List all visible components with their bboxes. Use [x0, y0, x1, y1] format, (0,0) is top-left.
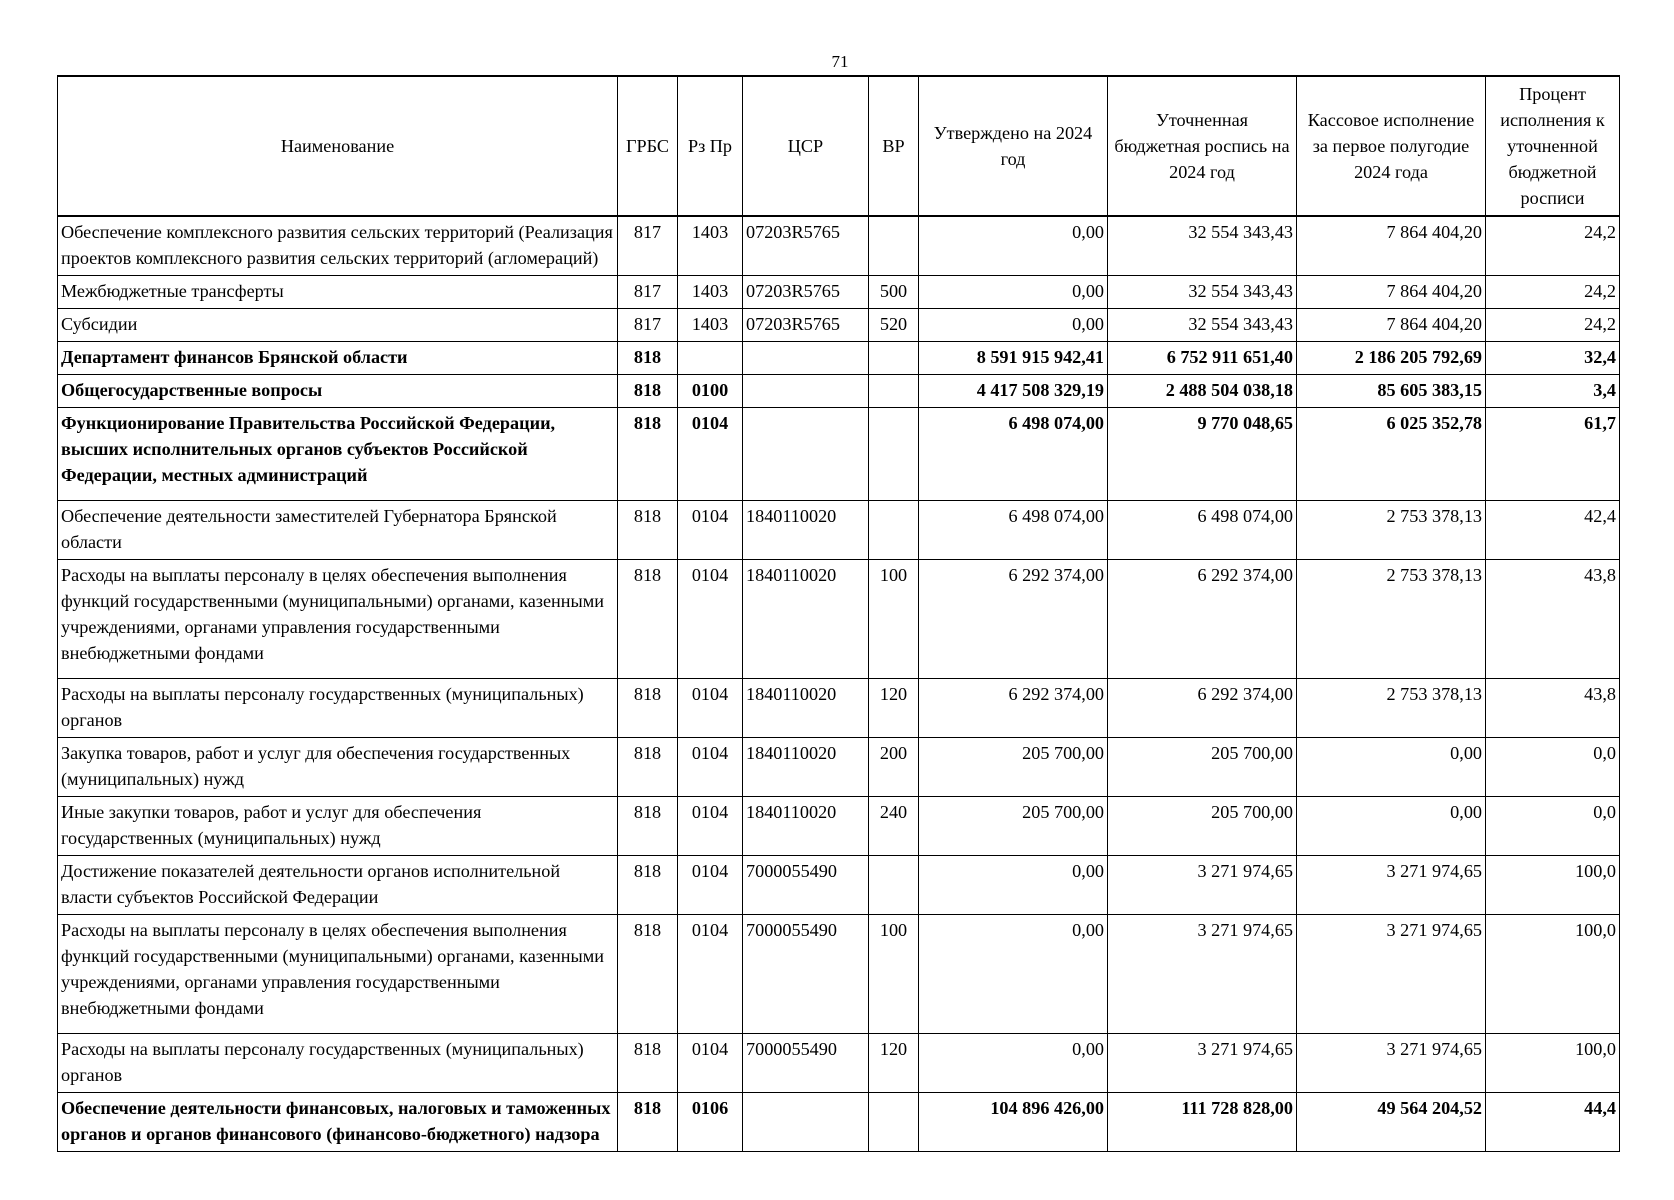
table-row — [58, 408, 1620, 501]
row-grbs: 818 — [618, 738, 678, 797]
row-csr: 07203R5765 — [743, 216, 869, 276]
row-vr — [869, 216, 919, 276]
row-csr: 07203R5765 — [743, 276, 869, 309]
row-csr: 7000055490 — [743, 1034, 869, 1093]
row-approved: 104 896 426,00 — [919, 1093, 1108, 1152]
row-vr: 520 — [869, 309, 919, 342]
row-name: Обеспечение деятельности заместителей Губернатора Брянской области — [58, 501, 618, 560]
row-percent: 100,0 — [1486, 1034, 1620, 1093]
row-grbs: 818 — [618, 856, 678, 915]
row-name: Департамент финансов Брянской области — [58, 342, 618, 375]
header-percent: Процент исполнения к уточненной бюджетной росписи — [1486, 76, 1620, 216]
row-refined: 32 554 343,43 — [1108, 216, 1297, 276]
row-grbs: 818 — [618, 375, 678, 408]
row-rzpr: 0104 — [678, 856, 743, 915]
row-vr — [869, 408, 919, 501]
table-row — [58, 738, 1620, 797]
row-refined: 205 700,00 — [1108, 797, 1297, 856]
row-rzpr: 0106 — [678, 1093, 743, 1152]
row-name: Расходы на выплаты персоналу государственных (муниципальных) органов — [58, 679, 618, 738]
row-rzpr — [678, 342, 743, 375]
row-name: Общегосударственные вопросы — [58, 375, 618, 408]
table-row — [58, 309, 1620, 342]
row-name: Закупка товаров, работ и услуг для обеспечения государственных (муниципальных) нужд — [58, 738, 618, 797]
row-refined: 9 770 048,65 — [1108, 408, 1297, 501]
row-refined: 2 488 504 038,18 — [1108, 375, 1297, 408]
row-csr: 1840110020 — [743, 560, 869, 679]
row-rzpr: 0104 — [678, 1034, 743, 1093]
row-rzpr: 0104 — [678, 560, 743, 679]
row-cash: 2 753 378,13 — [1297, 679, 1486, 738]
row-approved: 0,00 — [919, 309, 1108, 342]
row-refined: 3 271 974,65 — [1108, 915, 1297, 1034]
row-percent: 24,2 — [1486, 276, 1620, 309]
row-percent: 0,0 — [1486, 738, 1620, 797]
row-rzpr: 0104 — [678, 679, 743, 738]
header-approved: Утверждено на 2024 год — [919, 76, 1108, 216]
row-grbs: 818 — [618, 679, 678, 738]
row-csr: 7000055490 — [743, 856, 869, 915]
row-approved: 0,00 — [919, 276, 1108, 309]
row-vr — [869, 342, 919, 375]
table-row — [58, 216, 1620, 276]
row-cash: 6 025 352,78 — [1297, 408, 1486, 501]
row-rzpr: 0100 — [678, 375, 743, 408]
table-row — [58, 1034, 1620, 1093]
row-percent: 32,4 — [1486, 342, 1620, 375]
header-vr: ВР — [869, 76, 919, 216]
row-name: Расходы на выплаты персоналу в целях обеспечения выполнения функций государственными (муниципальными) органами, казенными учреждениями, органами управления государственными внебюджетными фондами — [58, 560, 618, 679]
row-cash: 0,00 — [1297, 738, 1486, 797]
row-vr: 500 — [869, 276, 919, 309]
row-csr: 1840110020 — [743, 679, 869, 738]
row-refined: 32 554 343,43 — [1108, 309, 1297, 342]
row-percent: 43,8 — [1486, 679, 1620, 738]
row-vr — [869, 501, 919, 560]
row-name: Расходы на выплаты персоналу в целях обеспечения выполнения функций государственными (муниципальными) органами, казенными учреждениями, органами управления государственными внебюджетными фондами — [58, 915, 618, 1034]
header-cash: Кассовое исполнение за первое полугодие 2024 года — [1297, 76, 1486, 216]
table-row — [58, 915, 1620, 1034]
row-percent: 24,2 — [1486, 309, 1620, 342]
row-csr — [743, 375, 869, 408]
row-grbs: 817 — [618, 276, 678, 309]
row-percent: 44,4 — [1486, 1093, 1620, 1152]
table-row — [58, 276, 1620, 309]
row-approved: 6 292 374,00 — [919, 679, 1108, 738]
row-approved: 0,00 — [919, 1034, 1108, 1093]
row-cash: 3 271 974,65 — [1297, 1034, 1486, 1093]
row-refined: 3 271 974,65 — [1108, 856, 1297, 915]
table-row — [58, 1093, 1620, 1152]
row-rzpr: 1403 — [678, 276, 743, 309]
row-cash: 85 605 383,15 — [1297, 375, 1486, 408]
row-vr: 100 — [869, 560, 919, 679]
row-refined: 32 554 343,43 — [1108, 276, 1297, 309]
row-rzpr: 0104 — [678, 408, 743, 501]
header-rzpr: Рз Пр — [678, 76, 743, 216]
header-name: Наименование — [58, 76, 618, 216]
table-row — [58, 797, 1620, 856]
row-cash: 0,00 — [1297, 797, 1486, 856]
row-refined: 6 498 074,00 — [1108, 501, 1297, 560]
row-csr — [743, 1093, 869, 1152]
row-vr — [869, 1093, 919, 1152]
row-vr: 120 — [869, 679, 919, 738]
row-vr: 120 — [869, 1034, 919, 1093]
row-refined: 111 728 828,00 — [1108, 1093, 1297, 1152]
row-rzpr: 0104 — [678, 738, 743, 797]
row-cash: 3 271 974,65 — [1297, 915, 1486, 1034]
row-name: Иные закупки товаров, работ и услуг для обеспечения государственных (муниципальных) нужд — [58, 797, 618, 856]
row-refined: 6 292 374,00 — [1108, 679, 1297, 738]
row-percent: 42,4 — [1486, 501, 1620, 560]
row-rzpr: 0104 — [678, 915, 743, 1034]
row-approved: 205 700,00 — [919, 797, 1108, 856]
row-rzpr: 1403 — [678, 309, 743, 342]
row-grbs: 818 — [618, 797, 678, 856]
row-name: Расходы на выплаты персоналу государственных (муниципальных) органов — [58, 1034, 618, 1093]
row-grbs: 818 — [618, 1093, 678, 1152]
row-name: Субсидии — [58, 309, 618, 342]
row-cash: 7 864 404,20 — [1297, 276, 1486, 309]
row-csr — [743, 408, 869, 501]
row-grbs: 818 — [618, 342, 678, 375]
page-number: 71 — [831, 52, 849, 71]
row-percent: 61,7 — [1486, 408, 1620, 501]
row-cash: 2 186 205 792,69 — [1297, 342, 1486, 375]
row-refined: 3 271 974,65 — [1108, 1034, 1297, 1093]
header-refined: Уточненная бюджетная роспись на 2024 год — [1108, 76, 1297, 216]
header-grbs: ГРБС — [618, 76, 678, 216]
row-cash: 7 864 404,20 — [1297, 309, 1486, 342]
row-grbs: 818 — [618, 408, 678, 501]
row-grbs: 818 — [618, 1034, 678, 1093]
row-percent: 43,8 — [1486, 560, 1620, 679]
row-cash: 3 271 974,65 — [1297, 856, 1486, 915]
row-grbs: 818 — [618, 560, 678, 679]
row-vr: 240 — [869, 797, 919, 856]
row-approved: 8 591 915 942,41 — [919, 342, 1108, 375]
row-name: Достижение показателей деятельности органов исполнительной власти субъектов Российской Федерации — [58, 856, 618, 915]
table-row — [58, 560, 1620, 679]
row-approved: 6 498 074,00 — [919, 501, 1108, 560]
row-grbs: 818 — [618, 501, 678, 560]
row-percent: 100,0 — [1486, 915, 1620, 1034]
row-approved: 0,00 — [919, 216, 1108, 276]
row-approved: 6 498 074,00 — [919, 408, 1108, 501]
row-csr: 1840110020 — [743, 738, 869, 797]
row-name: Межбюджетные трансферты — [58, 276, 618, 309]
row-percent: 3,4 — [1486, 375, 1620, 408]
row-csr: 7000055490 — [743, 915, 869, 1034]
row-percent: 24,2 — [1486, 216, 1620, 276]
row-csr: 07203R5765 — [743, 309, 869, 342]
row-csr: 1840110020 — [743, 501, 869, 560]
row-approved: 6 292 374,00 — [919, 560, 1108, 679]
row-rzpr: 1403 — [678, 216, 743, 276]
row-percent: 100,0 — [1486, 856, 1620, 915]
row-grbs: 818 — [618, 915, 678, 1034]
row-grbs: 817 — [618, 216, 678, 276]
row-refined: 6 292 374,00 — [1108, 560, 1297, 679]
row-csr: 1840110020 — [743, 797, 869, 856]
row-name: Обеспечение деятельности финансовых, налоговых и таможенных органов и органов финансового (финансово-бюджетного) надзора — [58, 1093, 618, 1152]
table-row — [58, 375, 1620, 408]
table-row — [58, 856, 1620, 915]
row-name: Функционирование Правительства Российской Федерации, высших исполнительных органов субъектов Российской Федерации, местных администраций — [58, 408, 618, 501]
row-vr: 200 — [869, 738, 919, 797]
row-rzpr: 0104 — [678, 501, 743, 560]
row-percent: 0,0 — [1486, 797, 1620, 856]
row-approved: 205 700,00 — [919, 738, 1108, 797]
row-cash: 2 753 378,13 — [1297, 501, 1486, 560]
table-row — [58, 679, 1620, 738]
row-rzpr: 0104 — [678, 797, 743, 856]
table-header-row — [58, 76, 1620, 216]
row-cash: 7 864 404,20 — [1297, 216, 1486, 276]
row-vr: 100 — [869, 915, 919, 1034]
budget-table — [57, 75, 1620, 1152]
row-approved: 0,00 — [919, 915, 1108, 1034]
table-row — [58, 342, 1620, 375]
table-row — [58, 501, 1620, 560]
row-cash: 49 564 204,52 — [1297, 1093, 1486, 1152]
row-name: Обеспечение комплексного развития сельских территорий (Реализация проектов комплексного развития сельских территорий (агломераций) — [58, 216, 618, 276]
row-refined: 6 752 911 651,40 — [1108, 342, 1297, 375]
row-grbs: 817 — [618, 309, 678, 342]
row-vr — [869, 375, 919, 408]
row-approved: 4 417 508 329,19 — [919, 375, 1108, 408]
row-approved: 0,00 — [919, 856, 1108, 915]
row-csr — [743, 342, 869, 375]
header-csr: ЦСР — [743, 76, 869, 216]
row-cash: 2 753 378,13 — [1297, 560, 1486, 679]
row-refined: 205 700,00 — [1108, 738, 1297, 797]
row-vr — [869, 856, 919, 915]
